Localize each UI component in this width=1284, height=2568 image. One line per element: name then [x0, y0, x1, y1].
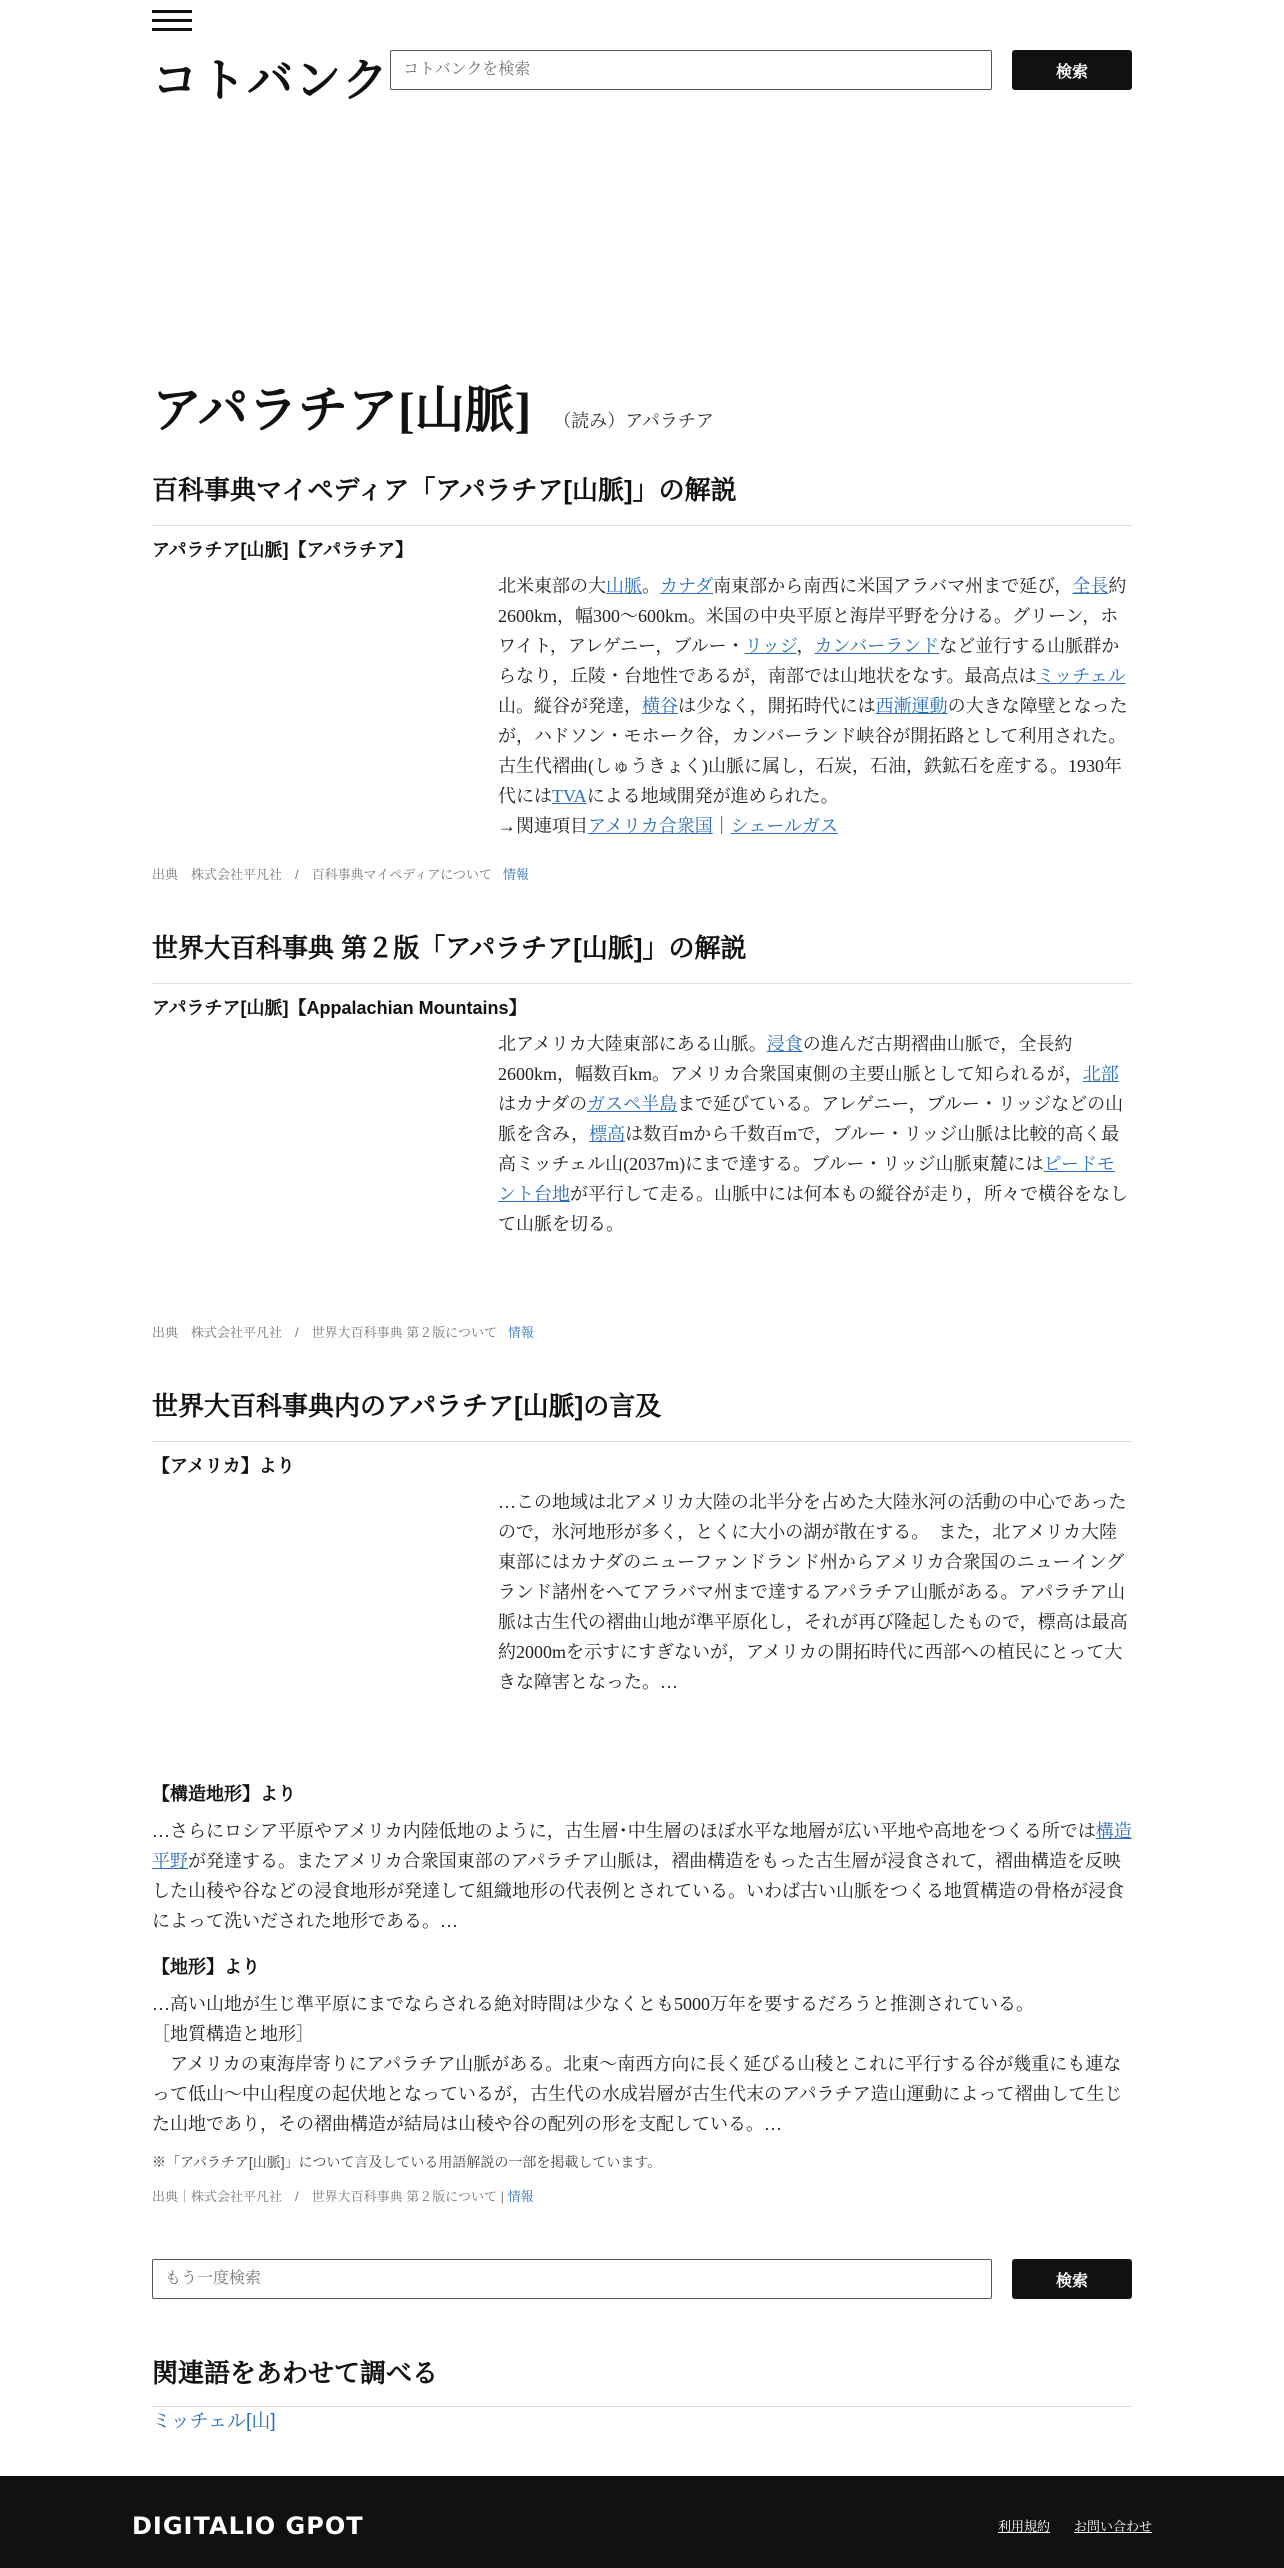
body-text-run: …さらにロシア平原やアメリカ内陸低地のように，古生層･中生層のほぼ水平な地層が広い平地や高地をつくる所では	[152, 1821, 1096, 1841]
section2-body-text	[498, 1034, 1128, 1234]
section1-body	[498, 571, 1132, 841]
related-prefix: →関連項目	[498, 816, 588, 836]
body-text-run: はカナダの	[498, 1094, 588, 1114]
body-text-run: は少なく，開拓時代には	[678, 696, 876, 716]
section3-sub3-label: 【地形】より	[152, 1957, 260, 1977]
search-again-input[interactable]	[152, 2259, 992, 2299]
body-text-run: の進んだ古期褶曲山脈で，全長約2600km，幅数百km。アメリカ合衆国東側の主要山脈として知られるが，	[498, 1034, 1083, 1084]
section1-source-name: 百科事典マイペディア	[152, 475, 410, 505]
footer-links	[998, 2516, 1152, 2535]
section3-heading	[152, 1386, 1132, 1442]
title-row	[152, 370, 714, 442]
section3-sub3-body	[152, 1989, 1132, 2139]
body-text-run: による地域開発が進められた。	[586, 786, 839, 806]
body-text-run: まで延びている。アレゲニー，ブルー・リッジなどの山脈を含み，	[498, 1094, 1124, 1144]
related-sep: ｜	[712, 816, 731, 836]
inline-term-link[interactable]: 山脈	[606, 576, 642, 596]
search-button[interactable]: 検索	[1012, 50, 1132, 90]
body-text-run: 約2600km，幅300〜600km。米国の中央平原と海岸平野を分ける。グリーン，ホワイト，アレゲニー，ブルー・	[498, 576, 1127, 656]
inline-term-link[interactable]: カナダ	[660, 576, 714, 596]
footer-contact-link[interactable]: お問い合わせ	[1073, 2519, 1152, 2534]
section2-source-label: 出典 株式会社平凡社 / 世界大百科事典 第２版について	[152, 1325, 497, 1340]
inline-term-link[interactable]: 浸食	[766, 1034, 803, 1054]
section2-term: アパラチア[山脈]【Appalachian Mountains】	[152, 998, 527, 1018]
inline-term-link[interactable]: TVA	[552, 786, 587, 806]
section3-note: ※「アパラチア[山脈]」について言及している用語解説の一部を掲載しています。	[152, 2154, 662, 2170]
reading: （読み）アパラチア	[553, 411, 714, 431]
section3-source	[152, 2186, 534, 2205]
section1-heading	[152, 470, 1132, 526]
related-link-usa[interactable]: アメリカ合衆国	[588, 816, 713, 836]
section1-source-label: 出典 株式会社平凡社 / 百科事典マイペディアについて	[152, 867, 493, 882]
inline-term-link[interactable]: ミッチェル	[1036, 666, 1126, 686]
section3-sub1-body: …この地域は北アメリカ大陸の北半分を占めた大陸氷河の活動の中心であったので，氷河地形が多く，とくに大小の湖が散在する。 また，北アメリカ大陸東部にはカナダのニューファンドランド州からアメリカ合衆国のニューイングランド諸州をへてアラバマ州まで達するアパラチア山脈がある。アパラチア山脈は古生代の褶曲山地が準平原化し，それが再び隆起したもので，標高は最高約2000mを示すにすぎないが，アメリカの開拓時代に西部への植民にとって大きな障害となった。…	[498, 1492, 1128, 1692]
body-text-run: 山。縦谷が発達，	[498, 696, 642, 716]
section1-info-link[interactable]: 情報	[502, 867, 529, 882]
inline-term-link[interactable]: ピードモント台地	[498, 1154, 1115, 1204]
section3-sub2-text	[152, 1821, 1132, 1931]
inline-term-link[interactable]: 構造平野	[152, 1821, 1132, 1871]
body-text-run: 。	[642, 576, 660, 596]
related-term-link[interactable]: ミッチェル[山]	[152, 2411, 276, 2432]
section3-heading-end: の言及	[583, 1391, 662, 1421]
body-text-run: ，	[796, 636, 815, 656]
section2-info-link[interactable]: 情報	[507, 1325, 534, 1340]
section2-heading-suffix: 「アパラチア[山脈]」の解説	[419, 933, 747, 963]
inline-term-link[interactable]: リッジ	[744, 636, 797, 656]
search-input[interactable]	[390, 50, 992, 90]
body-text-run: 北米東部の大	[498, 576, 606, 596]
inline-term-link[interactable]: 西漸運動	[875, 696, 948, 716]
section3-sub3-line2: ［地質構造と地形］	[152, 2024, 314, 2044]
section3-sub2-body	[152, 1816, 1132, 1936]
inline-term-link[interactable]: 全長	[1072, 576, 1109, 596]
footer	[0, 2476, 1284, 2568]
related-link-shale-gas[interactable]: シェールガス	[730, 816, 839, 836]
body-text-run: は数百mから千数百mで，ブルー・リッジ山脈は比較的高く最高ミッチェル山(2037m)にまで達する。ブルー・リッジ山脈東麓には	[498, 1124, 1120, 1174]
section3-heading-mid: 内の	[334, 1391, 387, 1421]
section2-heading	[152, 928, 1132, 984]
inline-term-link[interactable]: ガスペ半島	[587, 1094, 678, 1114]
inline-term-link[interactable]: 横谷	[642, 696, 678, 716]
inline-term-link[interactable]: 標高	[589, 1124, 626, 1144]
section1-body-text	[498, 576, 1128, 806]
section1-source	[152, 864, 529, 883]
search-again-button[interactable]: 検索	[1012, 2259, 1132, 2299]
site-logo[interactable]: コトバンク	[152, 53, 391, 107]
body-text-run: 南東部から南西に米国アラバマ州まで延び，	[713, 576, 1073, 596]
body-text-run: が発達する。またアメリカ合衆国東部のアパラチア山脈は，褶曲構造をもった古生層が浸食されて，褶曲構造を反映した山稜や谷などの浸食地形が発達して組織地形の代表例とされている。いわば古い山脈をつくる地質構造の骨格が浸食によって洗いだされた地形である。…	[152, 1851, 1124, 1931]
inline-term-link[interactable]: 北部	[1082, 1064, 1119, 1084]
section2-source	[152, 1322, 534, 1341]
body-text-run: が平行して走る。山脈中には何本もの縦谷が走り，所々で横谷をなして山脈を切る。	[498, 1184, 1128, 1234]
section3-sub2-label: 【構造地形】より	[152, 1784, 296, 1804]
hamburger-menu-icon[interactable]	[152, 10, 192, 32]
page-title: アパラチア[山脈]	[152, 382, 532, 438]
section3-source-name: 世界大百科事典	[152, 1391, 335, 1421]
section2-source-name: 世界大百科事典 第２版	[152, 933, 420, 963]
body-text-run: など並行する山脈群からなり，丘陵・台地性であるが，南部では山地状をなす。最高点は	[498, 636, 1120, 686]
section3-sub3-line1: …高い山地が生じ準平原にまでならされる絶対時間は少なくとも5000万年を要するだろうと推測されている。	[152, 1994, 1034, 2014]
related-heading: 関連語をあわせて調べる	[152, 2353, 1132, 2407]
footer-terms-link[interactable]: 利用規約	[997, 2519, 1050, 2534]
body-text-run: の大きな障壁となったが，ハドソン・モホーク谷，カンバーランド峡谷が開拓路として利用された。古生代褶曲(しゅうきょく)山脈に属し，石炭，石油，鉄鉱石を産する。1930年代には	[498, 696, 1128, 806]
section3-sub3-line3: アメリカの東海岸寄りにアパラチア山脈がある。北東～南西方向に長く延びる山稜とこれに平行する谷が幾重にも連なって低山～中山程度の起伏地となっているが，古生代の水成岩層が古生代末のアパラチア造山運動によって褶曲して生じた山地であり，その褶曲構造が結局は山稜や谷の配列の形を支配している。…	[152, 2054, 1123, 2134]
section3-sub1-label: 【アメリカ】より	[152, 1456, 295, 1476]
section3-source-label: 出典｜株式会社平凡社 / 世界大百科事典 第２版について |	[152, 2189, 504, 2204]
section3-term-name: アパラチア[山脈]	[386, 1391, 584, 1421]
body-text-run: 北アメリカ大陸東部にある山脈。	[498, 1034, 767, 1054]
inline-term-link[interactable]: カンバーランド	[814, 636, 940, 656]
section1-term: アパラチア[山脈]【アパラチア】	[152, 540, 414, 560]
footer-logo[interactable]: DIGITALIO GPOT	[132, 2512, 364, 2540]
section1-heading-suffix: 「アパラチア[山脈]」の解説	[409, 475, 737, 505]
section2-body	[498, 1029, 1132, 1239]
section3-info-link[interactable]: 情報	[507, 2189, 534, 2204]
